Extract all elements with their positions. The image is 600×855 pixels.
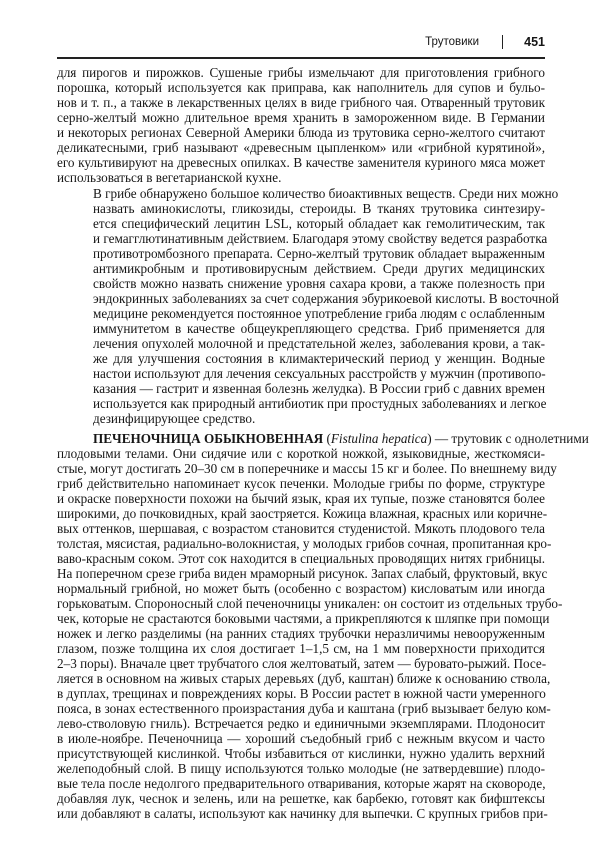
text-line: или добавляют в салаты, используют как начинку для выпечки. С крупных грибов при- xyxy=(57,806,548,821)
text-line: гриб действительно напоминает кусок печенки. Молодые грибы по форме, структуре xyxy=(57,476,545,491)
text-line: используется как природный антибиотик при простудных заболеваниях и легкое xyxy=(93,396,547,411)
text-line: и некоторых регионах Северной Америки блюда из трутовика серно-желтого считают xyxy=(57,125,545,140)
text-line: медицине рекомендуется постоянное употребление гриба людям с ослабленным xyxy=(93,306,545,321)
paragraph-3 xyxy=(57,431,589,821)
page-number: 451 xyxy=(524,35,545,49)
text-line: иммунитетом в качестве общеукрепляющего средства. Гриб применяется для xyxy=(93,321,545,336)
text-line: ляется в основном на живых старых деревьях (дуб, каштан) ближе к основанию ствола, xyxy=(57,671,551,686)
text-line: ваво-красным соком. Этот сок находится в специальных проводящих нитях грибницы. xyxy=(57,551,545,566)
text-line: назвать аминокислоты, гликозиды, стероиды. В тканях трутовика синтезиру- xyxy=(93,201,545,216)
text-line: лечения опухолей молочной и предстательной желез, заболевания крови, а так- xyxy=(93,336,545,351)
text-line: противотромбозного препарата. Серно-желтый трутовик обладает выраженным xyxy=(93,246,545,261)
text-line: пояса, в зонах естественного произрастания дуба и каштана (гриб вызывает белую ком- xyxy=(57,701,551,716)
text-line: казания — гастрит и язвенная болезнь желудка). В России гриб с давних времен xyxy=(93,381,546,396)
text-line: В грибе обнаружено большое количество биоактивных веществ. Среди них можно xyxy=(93,186,559,201)
text-line: антимикробным и противовирусным действием. Среди других медицинских xyxy=(93,261,545,276)
text-line: и окраске поверхности похожи на бычий язык, края их тупые, позже становятся более xyxy=(57,491,545,506)
header-divider xyxy=(502,35,504,49)
text-line: серно-желтый можно длительное время хранить в замороженном виде. В Германии xyxy=(57,110,545,125)
text-line: стые, могут достигать 20–30 см в поперечнике и массы 15 кг и более. По внешнему виду xyxy=(57,461,557,476)
text-line: лево-стволовую гниль). Встречается редко и единичными экземплярами. Плодоносит xyxy=(57,716,545,731)
text-line: же для улучшения состояния в климактерический период у женщин. Водные xyxy=(93,351,545,366)
text-line: деликатесными, гриб называют «древесным цыпленком» или «грибной курятиной», xyxy=(57,140,545,155)
section-title: Трутовики xyxy=(425,36,479,48)
text-line: присутствующей кислинкой. Чтобы избавиться от кислинки, нужно удалить верхний xyxy=(57,746,545,761)
entry-title: ПЕЧЕНОЧНИЦА ОБЫКНОВЕННАЯ xyxy=(93,431,324,446)
header-rule xyxy=(57,57,545,59)
text-line: и гемагглютинативным действием. Благодаря этому свойству ведется разработка xyxy=(93,231,548,246)
paragraph-2-indented-block xyxy=(93,186,559,426)
text-line: вых оттенков, шершавая, с возрастом становится студенистой. Мякоть плодового тела xyxy=(57,521,545,536)
text-line: плодовыми телами. Они сидячие или с короткой ножкой, языковидные, жесткомяси- xyxy=(57,446,545,461)
latin-name: Fistulina hepatica xyxy=(330,431,428,446)
text-line: желеподобный слой. В пищу используются только молодые (не затвердевшие) плодо- xyxy=(57,761,545,776)
text-line: толстая, мясистая, радиально-волокнистая, у молодых грибов сочная, пропитанная кро- xyxy=(57,536,552,551)
text-line: эндокринных заболеваниях за счет содержания эбурикоевой кислоты. В восточной xyxy=(93,291,559,306)
text-line: вые тела после недолгого предварительного отваривания, которые жарят на сковороде, xyxy=(57,776,546,791)
text-line: в дуплах, трещинах и повреждениях коры. В России растет в южной части умеренного xyxy=(57,686,546,701)
text-line: нов и т. п., а также в лекарственных целях в виде грибного чая. Отваренный трутовик xyxy=(57,95,545,110)
text-line: порошка, который используется как приправа, как наполнитель для супов и бульо- xyxy=(57,80,545,95)
paragraph-1 xyxy=(57,65,545,185)
text-line: глазом, позже толщина их слоя достигает 1–1,5 см, на 1 мм поверхности приходится xyxy=(57,641,545,656)
text-line: 2–3 поры). Вначале цвет трубчатого слоя желтоватый, затем — буровато-рыжий. Посе- xyxy=(57,656,547,671)
text-line: На поперечном срезе гриба виден мраморный рисунок. Запах слабый, фруктовый, вкус xyxy=(57,566,548,581)
text-line: широкими, до почковидных, край заостряется. Кожица влажная, красных или коричне- xyxy=(57,506,548,521)
text-line: горьковатым. Спороносный слой печеночницы уникален: он состоит из отдельных трубо- xyxy=(57,596,563,611)
text-line: ПЕЧЕНОЧНИЦА ОБЫКНОВЕННАЯ (Fistulina hepatica) — трутовик с однолетними xyxy=(93,431,589,446)
text-line: нормальный грибной, но может быть (особенно с возрастом) кисловатым или иногда xyxy=(57,581,545,596)
text-line: настои используют для лечения сексуальных расстройств у мужчин (противопо- xyxy=(93,366,546,381)
text-line: для пирогов и пирожков. Сушеные грибы измельчают для приготовления грибного xyxy=(57,65,545,80)
running-header xyxy=(57,33,545,53)
text-line: ется специфический лецитин LSL, который обладает как гемолитическим, так xyxy=(93,216,545,231)
text-line: чек, которые не срастаются боковыми частями, а прикрепляются к шляпке при помощи xyxy=(57,611,550,626)
text-line: его культивируют на древесных опилках. В качестве заменителя куриного мяса может xyxy=(57,155,545,170)
text-line: использоваться в вегетарианской кухне. xyxy=(57,170,282,185)
text-line: ножек и легко разделимы (на ранних стадиях трубочки неразличимы невооруженным xyxy=(57,626,545,641)
text-line: в июле-ноябре. Печеночница — хороший съедобный гриб с нежным вкусом и часто xyxy=(57,731,545,746)
text-line: дезинфицирующее средство. xyxy=(93,411,256,426)
text-line: свойств можно назвать снижение уровня сахара крови, а также полезность при xyxy=(93,276,545,291)
text-line: добавляя лук, чеснок и зелень, или на решетке, как барбекю, готовят как бифштексы xyxy=(57,791,545,806)
